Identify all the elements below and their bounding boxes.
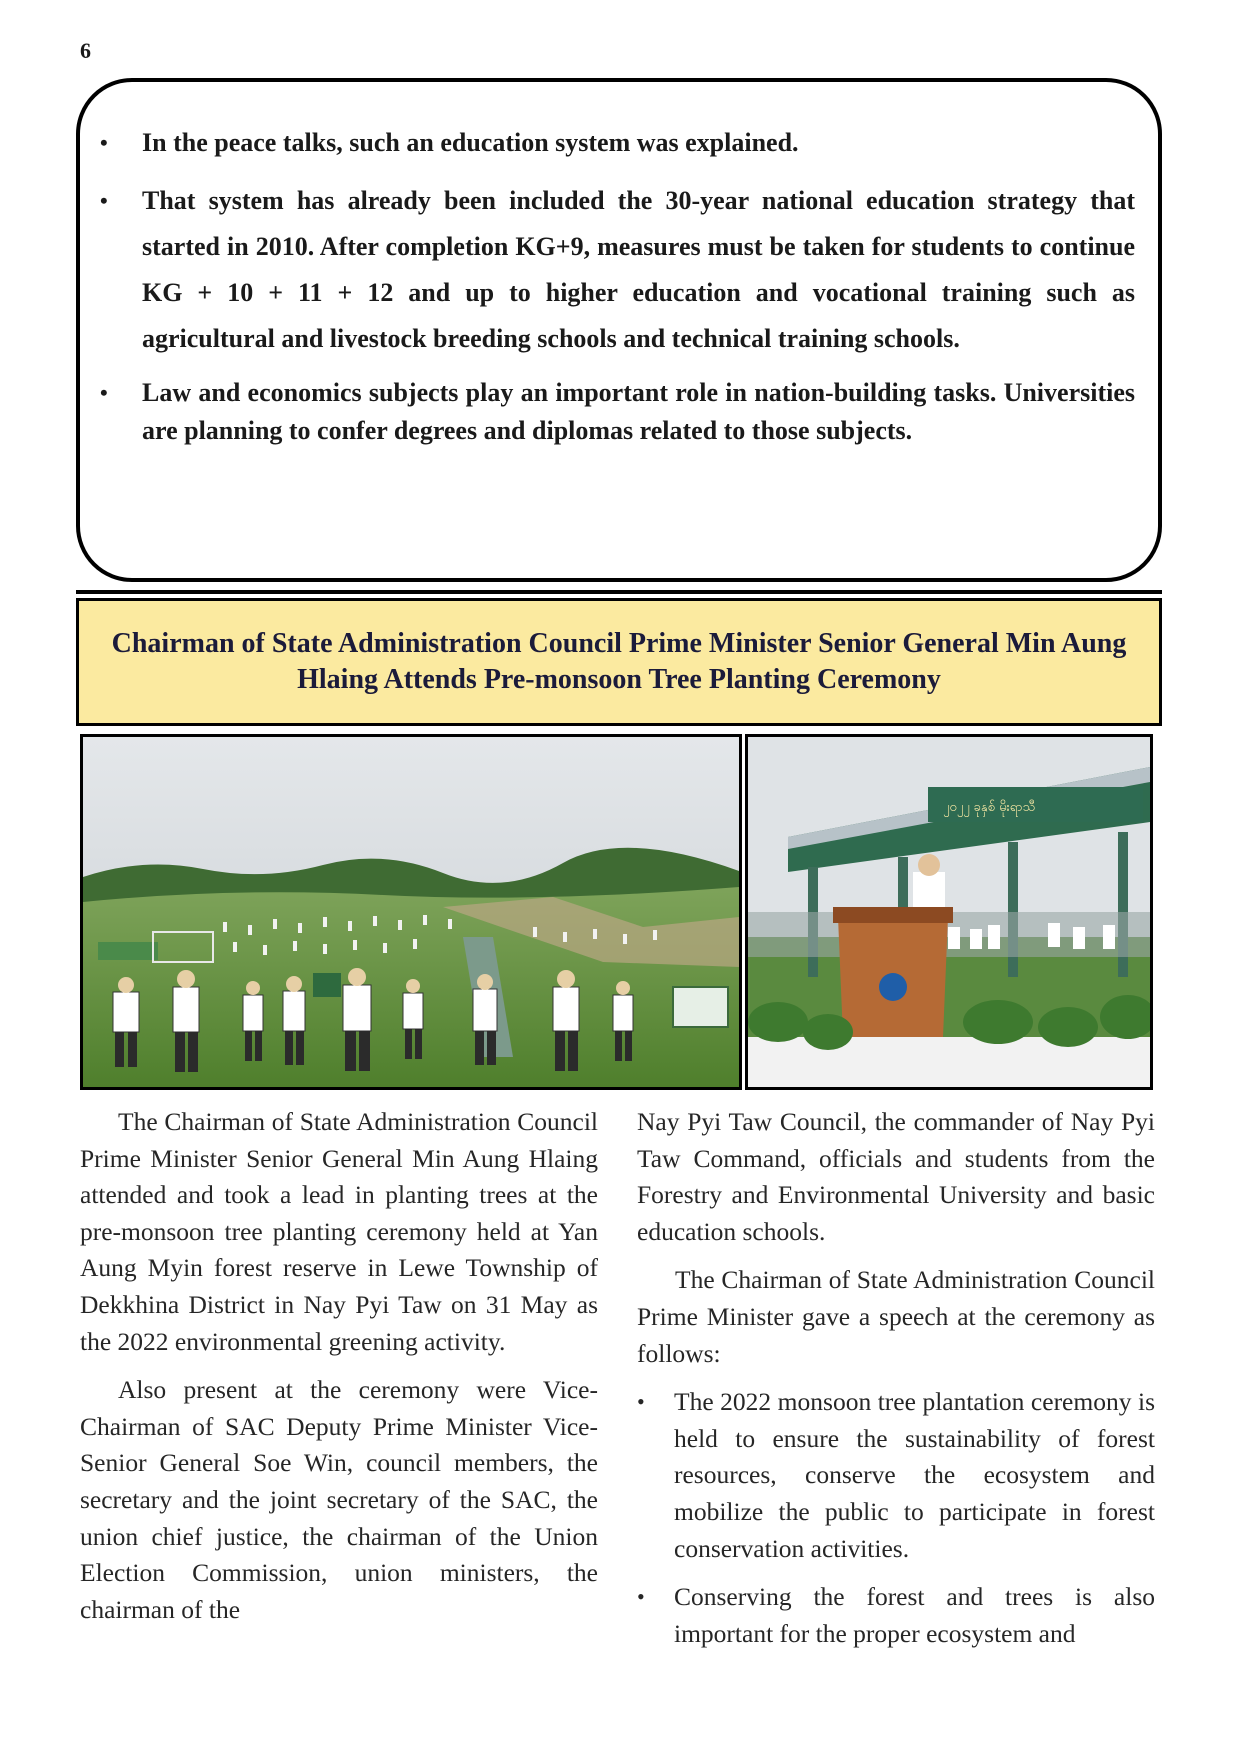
article-column-left — [80, 1104, 598, 1640]
photo-tree-planting-field — [80, 734, 742, 1090]
bullet-icon: • — [100, 380, 108, 405]
speech-list — [637, 1384, 1155, 1652]
bullet-icon: • — [637, 1389, 645, 1415]
svg-text:၂၀၂၂ ခုနှစ် မိုးရာသီ: ၂၀၂၂ ခုနှစ် မိုးရာသီ — [943, 800, 1036, 815]
article-title-banner — [76, 598, 1162, 726]
article-title: Chairman of State Administration Council Prime Minister Senior General Min Aung Hlaing Attends Pre-monsoon Tree Planting Ceremony — [111, 628, 1127, 695]
info-box-list — [100, 120, 1135, 462]
article-column-right — [637, 1104, 1155, 1664]
article-paragraph: The Chairman of State Administration Council Prime Minister gave a speech at the ceremony as follows: — [637, 1265, 1155, 1368]
photo-speech-podium — [745, 734, 1153, 1090]
bullet-icon: • — [100, 130, 108, 155]
info-bullet: • That system has already been included the 30-year national education strategy that started in 2010. After completion KG+9, measures must be taken for students to continue KG + 10 + 11 + 12 and up to higher education and vocational training such as agricultural and livestock breeding schools and technical training schools. — [100, 178, 1135, 362]
speech-bullet: • The 2022 monsoon tree plantation ceremony is held to ensure the sustainability of forest resources, conserve the ecosystem and mobilize the public to participate in forest conservation activities. — [637, 1384, 1155, 1567]
info-bullet: • Law and economics subjects play an important role in nation-building tasks. Universities are planning to confer degrees and diplomas related to those subjects. — [100, 374, 1135, 450]
page-number: 6 — [80, 38, 91, 63]
section-divider — [76, 590, 1162, 594]
bullet-icon: • — [637, 1584, 645, 1610]
article-paragraph: The Chairman of State Administration Council Prime Minister Senior General Min Aung Hlaing attended and took a lead in planting trees at the pre-monsoon tree planting ceremony held at Yan Aung Myin forest reserve in Lewe Township of Dekkhina District in Nay Pyi Taw on 31 May as the 2022 environmental greening activity. — [80, 1107, 598, 1356]
speech-bullet: • Conserving the forest and trees is also important for the proper ecosystem and — [637, 1579, 1155, 1652]
article-paragraph: Also present at the ceremony were Vice-Chairman of SAC Deputy Prime Minister Vice-Senior General Soe Win, council members, the secretary and the joint secretary of the SAC, the union chief justice, the chairman of the Union Election Commission, union ministers, the chairman of the — [80, 1375, 598, 1624]
info-bullet: • In the peace talks, such an education system was explained. — [100, 120, 1135, 166]
bullet-icon: • — [100, 188, 108, 213]
article-paragraph: Nay Pyi Taw Council, the commander of Nay Pyi Taw Command, officials and students from the Forestry and Environmental University and basic education schools. — [637, 1107, 1155, 1246]
